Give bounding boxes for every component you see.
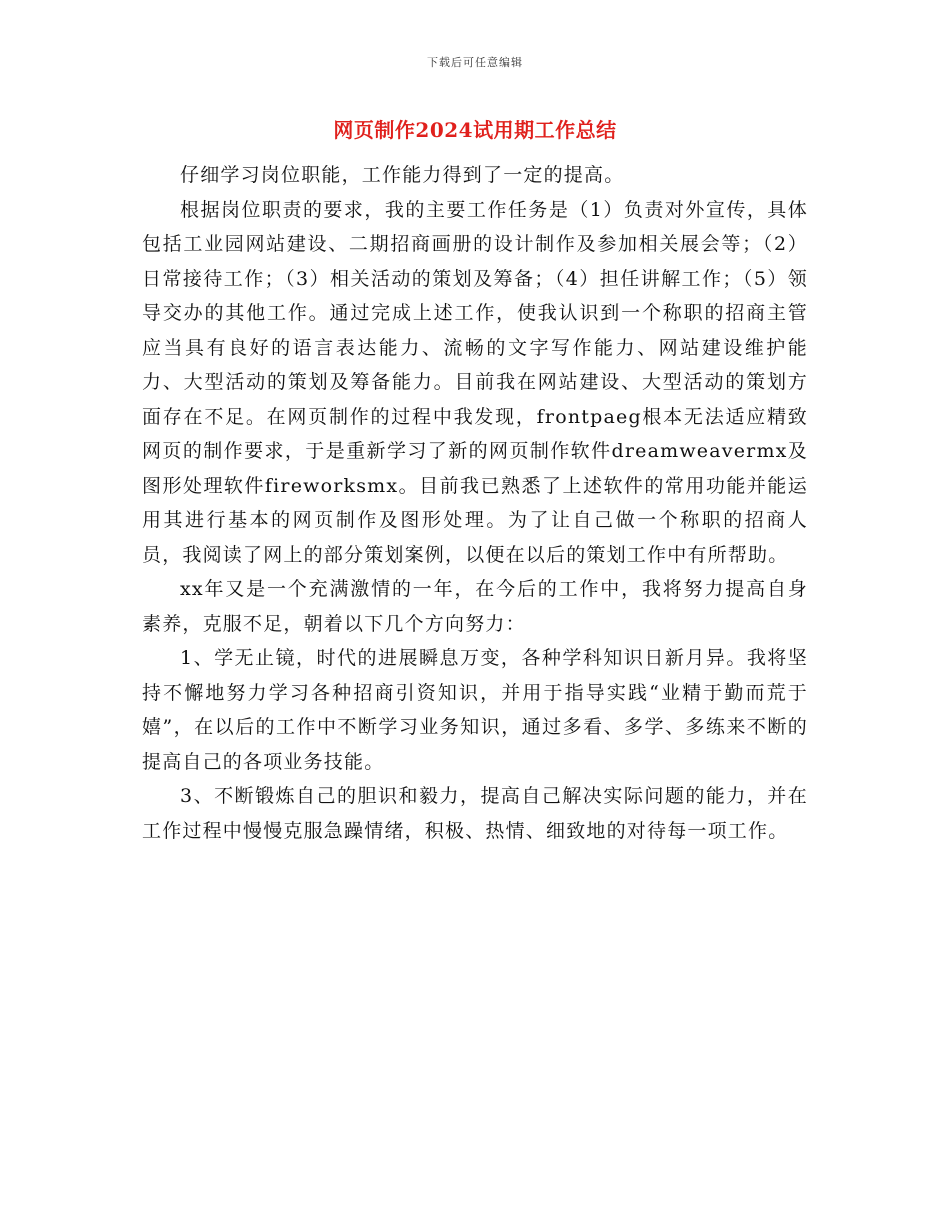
page-title: 网页制作2024试用期工作总结 — [333, 118, 617, 142]
paragraph: 根据岗位职责的要求，我的主要工作任务是（1）负责对外宣传，具体包括工业园网站建设、二期招商画册的设计制作及参加相关展会等；（2）日常接待工作；（3）相关活动的策划及筹备；（4）担任讲解工作；（5）领导交办的其他工作。通过完成上述工作，使我认识到一个称职的招商主管应当具有良好的语言表达能力、流畅的文字写作能力、网站建设维护能力、大型活动的策划及筹备能力。目前我在网站建设、大型活动的策划方面存在不足。在网页制作的过程中我发现，frontpaeg根本无法适应精致网页的制作要求，于是重新学习了新的网页制作软件dreamweavermx及图形处理软件fireworksmx。目前我已熟悉了上述软件的常用功能并能运用其进行基本的网页制作及图形处理。为了让自己做一个称职的招商人员，我阅读了网上的部分策划案例，以便在以后的策划工作中有所帮助。 — [142, 198, 808, 566]
paragraph: xx年又是一个充满激情的一年，在今后的工作中，我将努力提高自身素养，克服不足，朝着以下几个方向努力： — [142, 578, 808, 635]
paragraph: 仔细学习岗位职能，工作能力得到了一定的提高。 — [180, 164, 625, 186]
header-note: 下载后可任意编辑 — [427, 56, 523, 69]
paragraph: 1、学无止镜，时代的进展瞬息万变，各种学科知识日新月异。我将坚持不懈地努力学习各种招商引资知识，并用于指导实践“业精于勤而荒于嬉”，在以后的工作中不断学习业务知识，通过多看、多学、多练来不断的提高自己的各项业务技能。 — [142, 647, 808, 773]
paragraph: 3、不断锻炼自己的胆识和毅力，提高自己解决实际问题的能力，并在工作过程中慢慢克服急躁情绪，积极、热情、细致地的对待每一项工作。 — [142, 785, 808, 842]
document-body — [142, 158, 808, 848]
